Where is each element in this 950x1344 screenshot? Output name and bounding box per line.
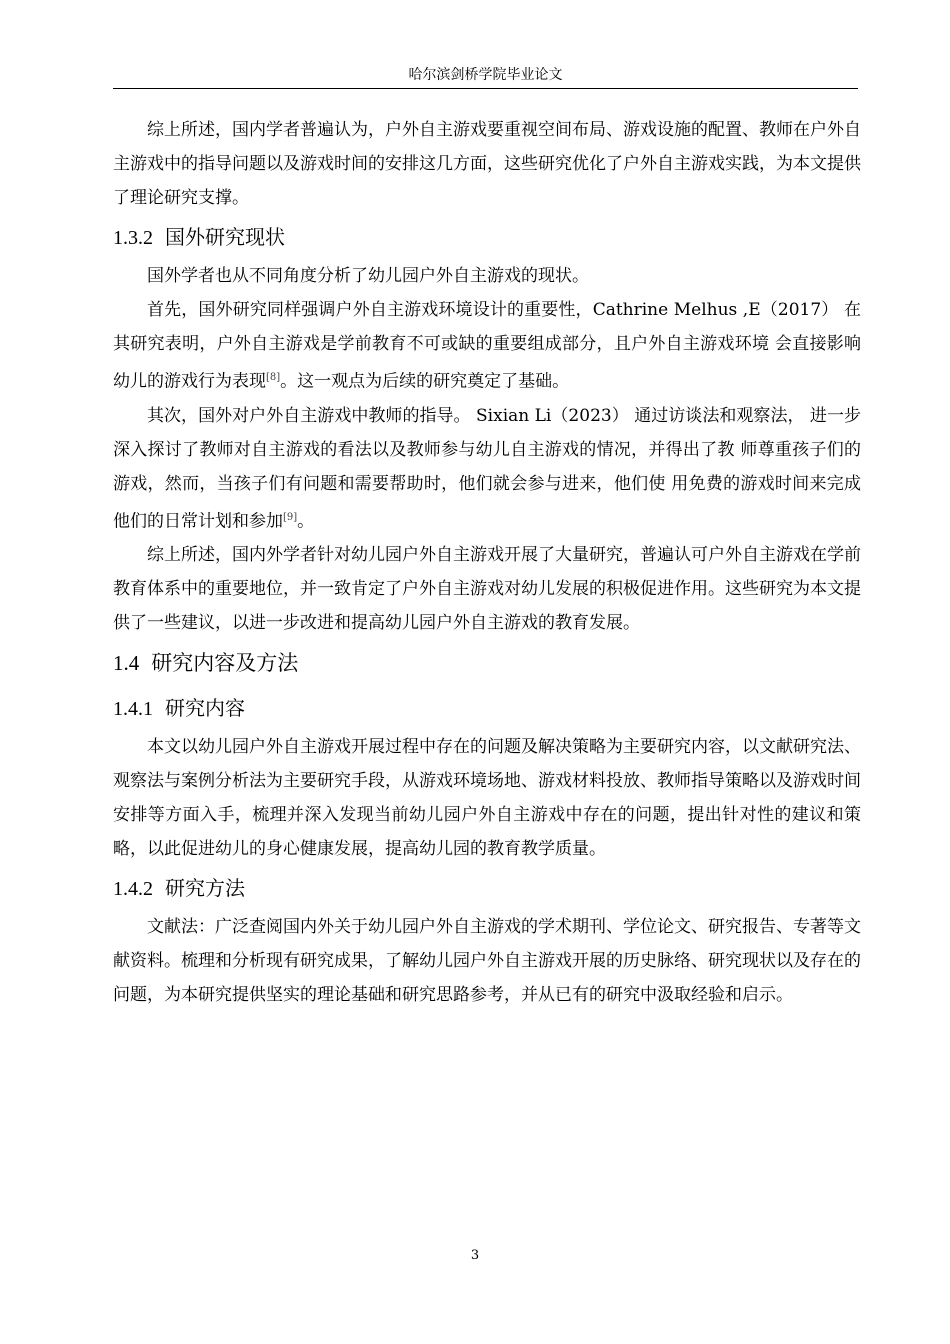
paragraph-text: 首先，国外研究同样强调户外自主游戏环境设计的重要性，Cathrine Melhus ,E（2017） 在其研究表明，户外自主游戏是学前教育不可或缺的重要组成部分，且户外自主游戏环境 会直接影响幼儿的游戏行为表现 [113,300,861,392]
paragraph-overall-summary: 综上所述，国内外学者针对幼儿园户外自主游戏开展了大量研究，普遍认可户外自主游戏在学前教育体系中的重要地位，并一致肯定了户外自主游戏对幼儿发展的积极促进作用。这些研究为本文提供了一些建议，以进一步改进和提高幼儿园户外自主游戏的教育发展。 [113,545,861,634]
paragraph-research-content: 本文以幼儿园户外自主游戏开展过程中存在的问题及解决策略为主要研究内容，以文献研究法、观察法与案例分析法为主要研究手段，从游戏环境场地、游戏材料投放、教师指导策略以及游戏时间安排等方面入手，梳理并深入发现当前幼儿园户外自主游戏中存在的问题，提出针对性的建议和策略，以此促进幼儿的身心健康发展，提高幼儿园的教育教学质量。 [113,737,861,860]
heading-text: 研究内容及方法 [151,651,299,676]
heading-text: 研究方法 [165,876,245,901]
heading-number: 1.4.2 [113,878,153,901]
paragraph-foreign-first [113,293,861,399]
paragraph-foreign-second [113,399,861,539]
paragraph-tail: 。这一观点为后续的研究奠定了基础。 [280,371,570,392]
heading-1-4 [113,640,861,686]
citation-ref: [8] [266,372,281,383]
heading-1-4-1 [113,686,861,730]
paragraph-foreign-intro: 国外学者也从不同角度分析了幼儿园户外自主游戏的现状。 [147,266,589,286]
page-number: 3 [470,1248,480,1263]
heading-text: 研究内容 [165,696,245,721]
heading-number: 1.3.2 [113,227,153,249]
paragraph-tail: 。 [297,511,315,532]
page-header: 哈尔滨剑桥学院毕业论文 [113,62,858,89]
paragraph-literature-method: 文献法：广泛查阅国内外关于幼儿园户外自主游戏的学术期刊、学位论文、研究报告、专著等文献资料。梳理和分析现有研究成果，了解幼儿园户外自主游戏开展的历史脉络、研究现状以及存在的问题，为本研究提供坚实的理论基础和研究思路参考，并从已有的研究中汲取经验和启示。 [113,917,861,1006]
paragraph-text: 其次，国外对户外自主游戏中教师的指导。 Sixian Li（2023） 通过访谈法和观察法， 进一步深入探讨了教师对自主游戏的看法以及教师参与幼儿自主游戏的情况，并得出了教 师尊重孩子们的游戏，然而，当孩子们有问题和需要帮助时，他们就会参与进来，他们使 用免费的游戏时间来完成他们的日常计划和参加 [113,405,861,532]
page-body [113,113,861,1012]
heading-1-3-2 [113,215,861,259]
citation-ref: [9] [283,511,298,523]
heading-number: 1.4.1 [113,698,153,721]
paragraph-domestic-summary: 综上所述，国内学者普遍认为，户外自主游戏要重视空间布局、游戏设施的配置、教师在户外自主游戏中的指导问题以及游戏时间的安排这几方面，这些研究优化了户外自主游戏实践，为本文提供了理论研究支撑。 [113,120,861,208]
heading-text: 国外研究现状 [165,225,285,249]
heading-1-4-2 [113,866,861,910]
heading-number: 1.4 [113,651,140,676]
